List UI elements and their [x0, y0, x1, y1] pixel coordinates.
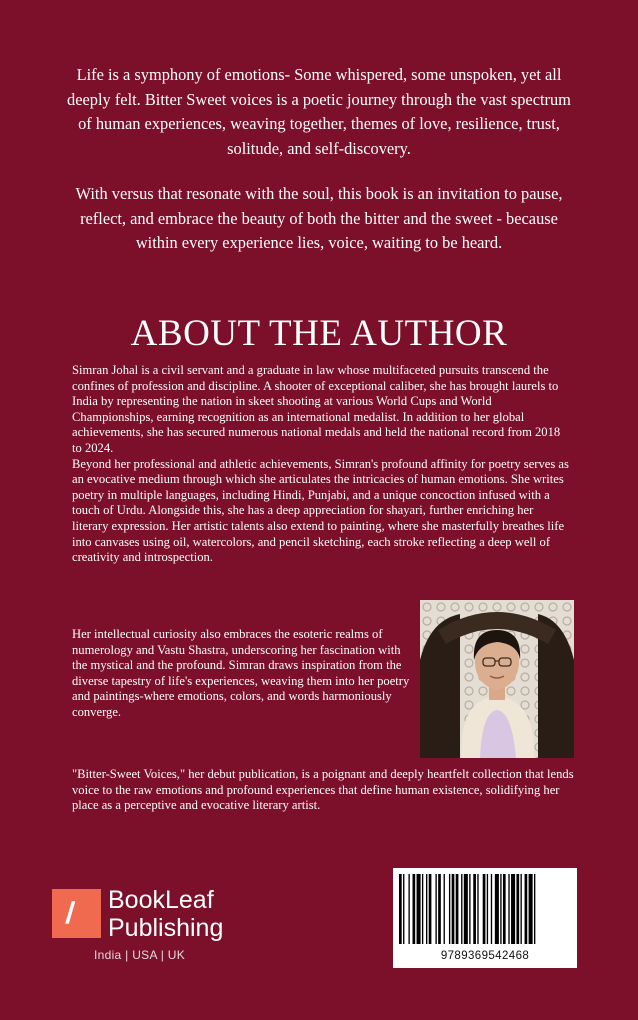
isbn-number: 9789369542468	[440, 950, 530, 962]
author-bio-sentence-a: Simran Johal is a civil servant and a graduate in law whose multifaceted pursuits transcend the confines of profession and discipline. A shooter of exceptional caliber, she has brought laurels to India by representing the nation in skeet shooting at various World Cups and World Championships, earning recognition as an international medalist. In addition to her global achievements, she has secured numerous national medals and held the national record from 2018 to 2024.	[72, 363, 561, 455]
publisher-name-line-2: Publishing	[108, 914, 224, 942]
publisher-logo	[52, 886, 252, 966]
author-bio-paragraph-3: "Bitter-Sweet Voices," her debut publication, is a poignant and deeply heartfelt collection that lends voice to the raw emotions and profound experiences that define human existence, solidifying her place as a perceptive and evocative literary artist.	[72, 767, 574, 813]
author-portrait-illustration	[420, 600, 574, 758]
author-photo	[420, 600, 574, 758]
publisher-logo-mark	[52, 889, 101, 938]
publisher-name	[108, 886, 223, 942]
publisher-regions: India | USA | UK	[94, 948, 186, 962]
author-bio-paragraph-1	[72, 363, 572, 566]
slash-icon: /	[64, 897, 77, 930]
blurb-paragraph-1: Life is a symphony of emotions- Some whispered, some unspoken, yet all deeply felt. Bitter Sweet voices is a poetic journey through the vast spectrum of human experiences, weaving together, themes of love, resilience, trust, solitude, and self-discovery.	[67, 65, 571, 158]
about-author-heading: ABOUT THE AUTHOR	[130, 313, 508, 354]
barcode-bars	[393, 868, 577, 948]
author-bio-paragraph-2: Her intellectual curiosity also embraces the esoteric realms of numerology and Vastu Shastra, underscoring her fascination with the mystical and the profound. Simran draws inspiration from the diverse tapestry of life's experiences, weaving them into her poetry and paintings-where emotions, colors, and words harmoniously converge.	[72, 627, 410, 719]
publisher-name-line-1: BookLeaf	[108, 886, 214, 914]
blurb-paragraph-2: With versus that resonate with the soul, this book is an invitation to pause, reflect, and embrace the beauty of both the bitter and the sweet - because within every experience lies, voice, waiting to be heard.	[75, 184, 563, 252]
isbn-barcode	[393, 868, 577, 968]
author-bio-sentence-b: Beyond her professional and athletic achievements, Simran's profound affinity for poetry serves as an evocative medium through which she articulates the intricacies of human emotions. She writes poetry in multiple languages, including Hindi, Punjabi, and a unique concoction infused with a touch of Urdu. Alongside this, she has a deep appreciation for shayari, further enriching her literary expression. Her artistic talents also extend to painting, where she masterfully breathes life into canvases using oil, watercolors, and pencil sketching, each stroke reflecting a deep well of creativity and introspection.	[72, 456, 569, 565]
